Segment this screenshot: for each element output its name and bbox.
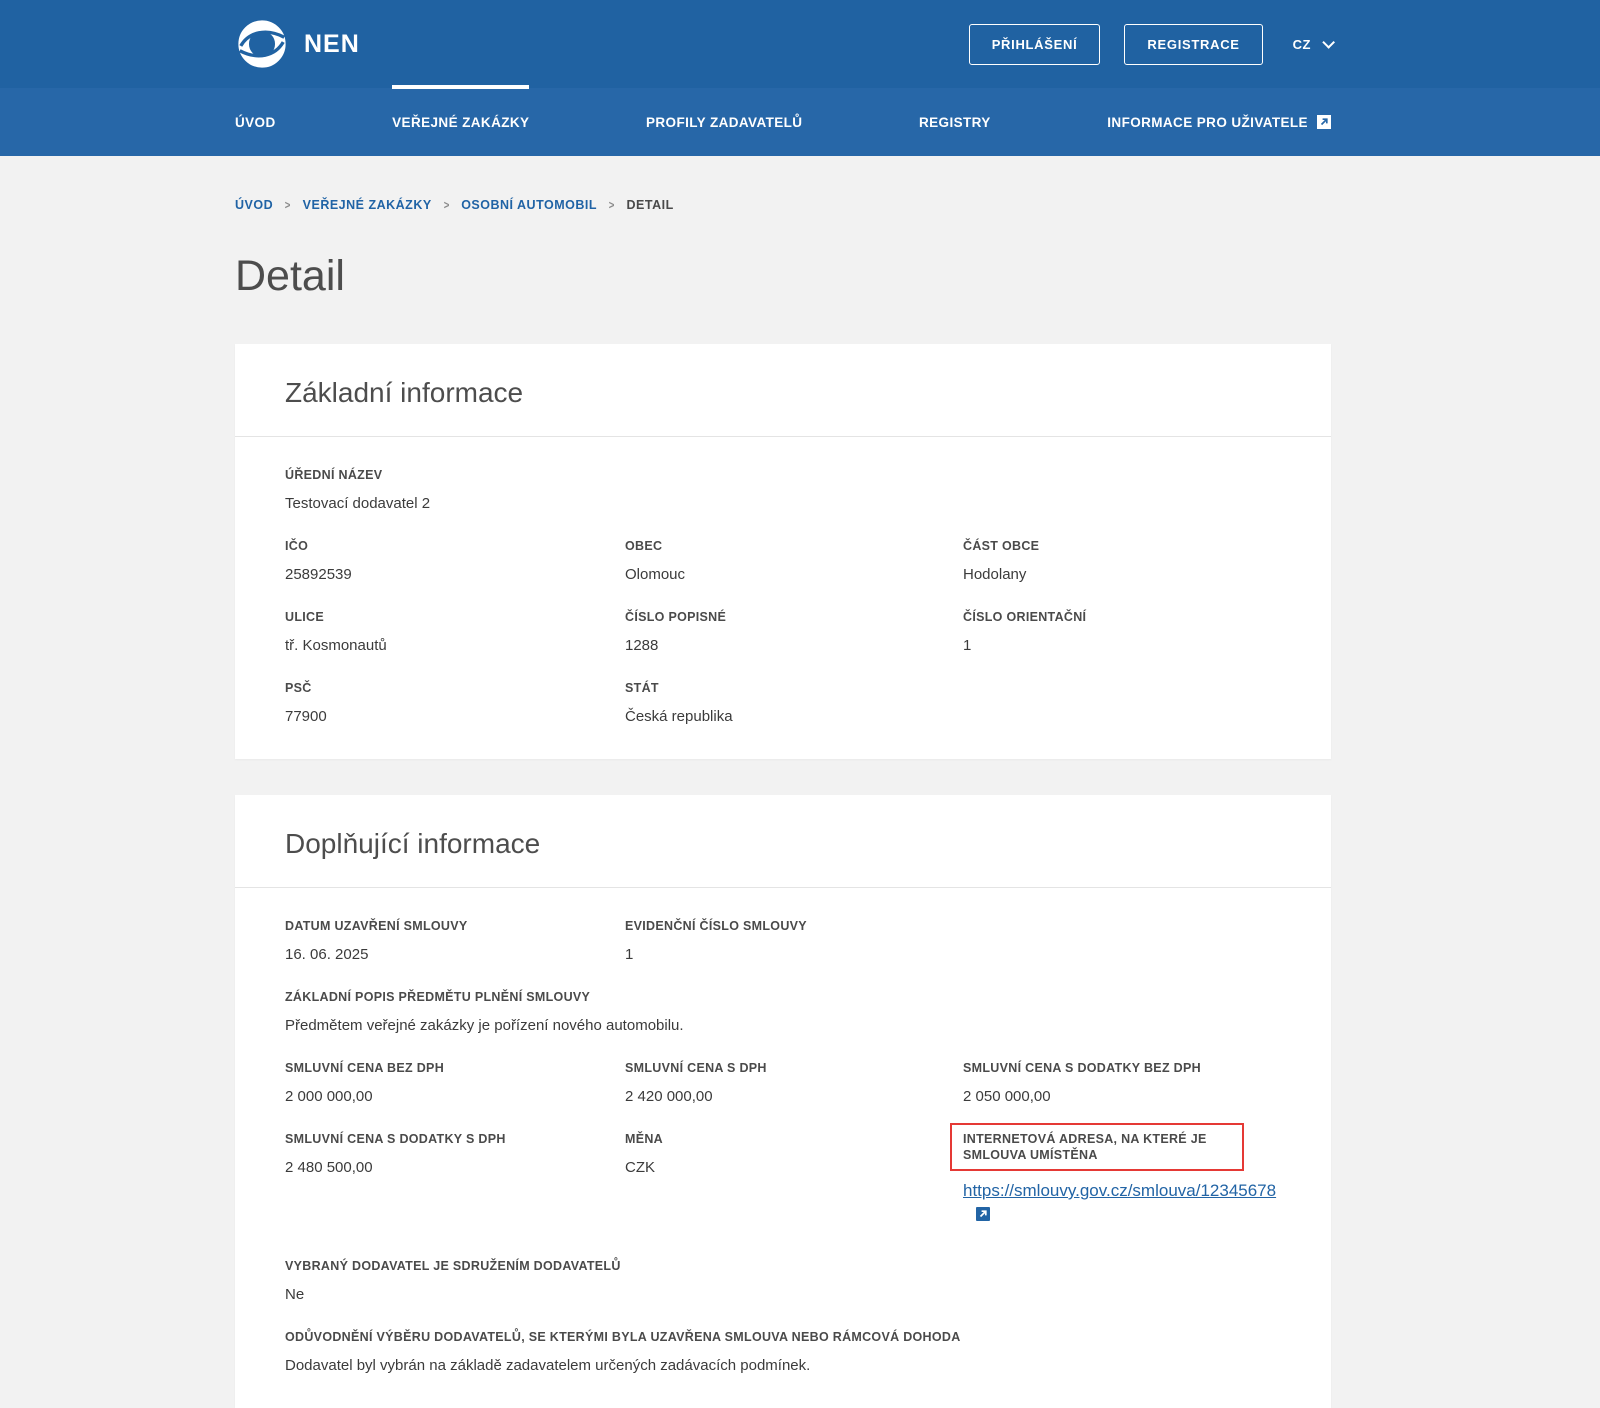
field-ico: [285, 538, 625, 584]
angle-right-icon: >: [284, 198, 291, 212]
field-label: SMLUVNÍ CENA S DPH: [625, 1061, 767, 1075]
breadcrumb-osobni-automobil[interactable]: OSOBNÍ AUTOMOBIL: [461, 198, 597, 212]
highlighted-field-label: INTERNETOVÁ ADRESA, NA KTERÉ JE SMLOUVA UMÍSTĚNA: [950, 1123, 1244, 1171]
main-navigation: [0, 88, 1600, 156]
field-value: 2 000 000,00: [285, 1088, 373, 1105]
field-stat: [625, 680, 963, 726]
field-label: STÁT: [625, 681, 659, 695]
field-cena-dodatky-bez-dph: [963, 1060, 1281, 1106]
field-label: SMLUVNÍ CENA BEZ DPH: [285, 1061, 445, 1075]
field-value: 25892539: [285, 566, 352, 583]
breadcrumb: [235, 198, 1331, 212]
field-value: Hodolany: [963, 566, 1027, 583]
field-mena: [625, 1131, 963, 1221]
field-ulice: [285, 609, 625, 655]
external-link-icon[interactable]: [976, 1207, 990, 1221]
nav-item-profily-zadavatelu[interactable]: PROFILY ZADAVATELŮ: [645, 114, 803, 130]
nav-item-uvod[interactable]: ÚVOD: [235, 114, 276, 130]
angle-right-icon: >: [443, 198, 450, 212]
field-label: MĚNA: [625, 1132, 664, 1146]
field-value: 1: [963, 637, 972, 654]
breadcrumb-uvod[interactable]: ÚVOD: [235, 198, 274, 212]
field-value: Předmětem veřejné zakázky je pořízení nového automobilu.: [285, 1017, 684, 1034]
field-label: ULICE: [285, 610, 324, 624]
language-code: CZ: [1292, 36, 1311, 52]
nen-logo-icon: [235, 17, 289, 71]
field-label: ODŮVODNĚNÍ VÝBĚRU DODAVATELŮ, SE KTERÝMI BYLA UZAVŘENA SMLOUVA NEBO RÁMCOVÁ DOHODA: [285, 1330, 961, 1344]
basic-info-card: [235, 344, 1331, 759]
field-label: IČO: [285, 539, 309, 553]
field-value: tř. Kosmonautů: [285, 637, 387, 654]
field-label: ČÁST OBCE: [963, 539, 1040, 553]
additional-info-title: Doplňující informace: [285, 828, 541, 859]
breadcrumb-detail: DETAIL: [626, 198, 674, 212]
language-selector[interactable]: [1293, 37, 1331, 52]
field-value: Dodavatel byl vybrán na základě zadavatelem určených zadávacích podmínek.: [285, 1357, 811, 1374]
nen-logo[interactable]: [235, 17, 360, 71]
field-label: EVIDENČNÍ ČÍSLO SMLOUVY: [625, 919, 807, 933]
field-psc: [285, 680, 625, 726]
login-button[interactable]: PŘIHLÁŠENÍ: [969, 24, 1101, 65]
field-cislo-popisne: [625, 609, 963, 655]
field-value: Testovací dodavatel 2: [285, 495, 431, 512]
field-label: SMLUVNÍ CENA S DODATKY BEZ DPH: [963, 1061, 1201, 1075]
field-obec: [625, 538, 963, 584]
chevron-down-icon: [1322, 36, 1335, 49]
angle-right-icon: >: [608, 198, 615, 212]
field-value: Olomouc: [625, 566, 686, 583]
field-internetova-adresa: [963, 1131, 1281, 1221]
field-value: 1288: [625, 637, 659, 654]
field-label: PSČ: [285, 681, 312, 695]
field-cislo-orientacni: [963, 609, 1281, 655]
field-label: ČÍSLO POPISNÉ: [625, 610, 727, 624]
field-label: DATUM UZAVŘENÍ SMLOUVY: [285, 919, 468, 933]
nav-item-informace-pro-uzivatele[interactable]: [1107, 88, 1331, 156]
field-value: 1: [625, 946, 634, 963]
field-label: ČÍSLO ORIENTAČNÍ: [963, 610, 1087, 624]
field-value: CZK: [625, 1159, 655, 1176]
nav-item-registry[interactable]: REGISTRY: [919, 114, 991, 130]
additional-info-card: [235, 795, 1331, 1408]
field-cena-bez-dph: [285, 1060, 625, 1106]
page-title: Detail: [235, 252, 345, 300]
register-button[interactable]: REGISTRACE: [1124, 24, 1262, 65]
field-label: ÚŘEDNÍ NÁZEV: [285, 468, 383, 482]
nav-item-label: INFORMACE PRO UŽIVATELE: [1107, 114, 1308, 130]
field-label: OBEC: [625, 539, 663, 553]
field-value: 2 420 000,00: [625, 1088, 713, 1105]
field-cena-dodatky-s-dph: [285, 1131, 625, 1221]
field-value: 2 050 000,00: [963, 1088, 1051, 1105]
field-value: 2 480 500,00: [285, 1159, 373, 1176]
nav-item-verejne-zakazky[interactable]: VEŘEJNÉ ZAKÁZKY: [392, 88, 529, 156]
field-label: VYBRANÝ DODAVATEL JE SDRUŽENÍM DODAVATELŮ: [285, 1259, 621, 1273]
brand-name: NEN: [304, 29, 360, 58]
field-label: SMLUVNÍ CENA S DODATKY S DPH: [285, 1132, 506, 1146]
field-value: Ne: [285, 1286, 305, 1303]
field-sdruzeni-dodavatelu: [285, 1258, 1281, 1304]
field-cast-obce: [963, 538, 1281, 584]
field-value: 77900: [285, 708, 327, 725]
external-link-icon: [1317, 115, 1331, 129]
top-header: [0, 0, 1600, 88]
field-uredni-nazev: [285, 467, 1281, 513]
field-value: 16. 06. 2025: [285, 946, 369, 963]
contract-url-link[interactable]: https://smlouvy.gov.cz/smlouva/12345678: [963, 1181, 1277, 1200]
field-oduvodneni-vyberu: [285, 1329, 1281, 1375]
field-cena-s-dph: [625, 1060, 963, 1106]
field-evidencni-cislo-smlouvy: [625, 918, 963, 964]
field-zakladni-popis: [285, 989, 1281, 1035]
field-datum-uzavreni-smlouvy: [285, 918, 625, 964]
basic-info-title: Základní informace: [285, 377, 524, 408]
field-label: ZÁKLADNÍ POPIS PŘEDMĚTU PLNĚNÍ SMLOUVY: [285, 990, 591, 1004]
field-value: Česká republika: [625, 708, 733, 725]
breadcrumb-verejne-zakazky[interactable]: VEŘEJNÉ ZAKÁZKY: [302, 198, 432, 212]
